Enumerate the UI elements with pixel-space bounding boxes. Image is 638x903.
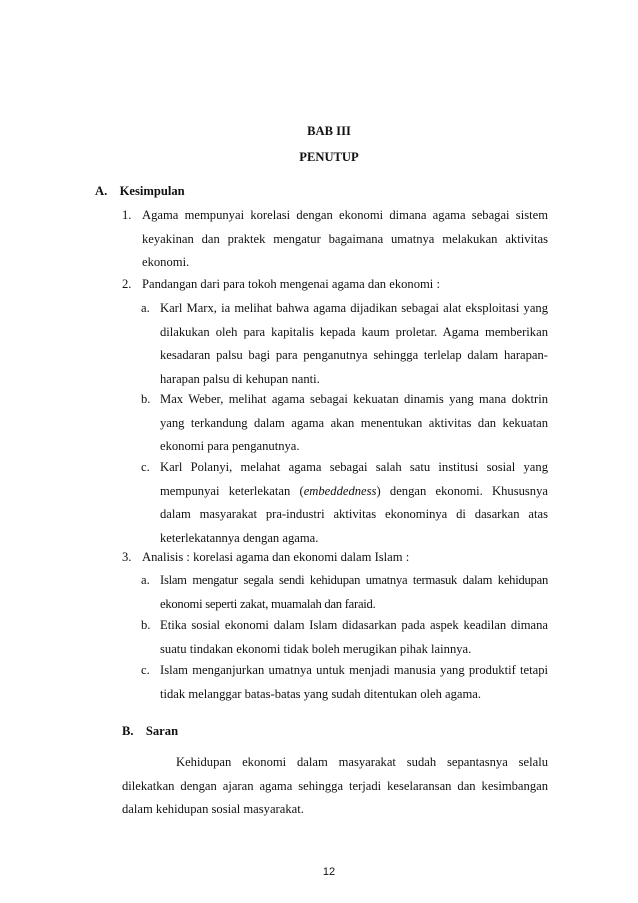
- text-line: Islam menganjurkan umatnya untuk menjadi manusia yang produktif tetapi: [160, 663, 548, 677]
- text-line: keterlekatannya dengan agama.: [160, 530, 319, 545]
- text-line: harapan palsu di kehupan nanti.: [160, 371, 320, 386]
- saran-paragraph: [122, 751, 548, 822]
- section-b-heading: [122, 724, 178, 739]
- text-line: yang terkandung dalam agama akan menentukan aktivitas dan kekuatan: [160, 415, 548, 430]
- page-number: 12: [322, 866, 336, 878]
- section-b-title: Saran: [145, 724, 179, 738]
- item-number: 2.: [122, 277, 132, 291]
- text-line: Islam mengatur segala sendi kehidupan umatnya termasuk dalam kehidupan: [160, 573, 548, 587]
- sub-item-letter: a.: [141, 573, 150, 587]
- text-line: ekonomi.: [142, 255, 190, 270]
- text-line: ekonomi para penganutnya.: [160, 439, 300, 454]
- text-line: dilekatkan dengan ajaran agama sehingga terjadi keselaransan dan kesimbangan: [122, 778, 548, 793]
- section-b-label: B.: [122, 724, 134, 738]
- sub-item-letter: a.: [141, 301, 150, 315]
- sub-item-letter: c.: [141, 663, 150, 677]
- chapter-label: BAB III: [307, 124, 351, 138]
- sub-item: [160, 388, 548, 459]
- text-line: Max Weber, melihat agama sebagai kekuatan dinamis yang mana doktrin: [160, 392, 548, 406]
- text-line: Karl Marx, ia melihat bahwa agama dijadikan sebagai alat eksploitasi yang: [160, 301, 548, 315]
- section-a-heading: [95, 184, 185, 199]
- text-line: dilakukan oleh para kapitalis kepada kaum proletar. Agama memberikan: [160, 324, 548, 339]
- text-line: Kehidupan ekonomi dalam masyarakat sudah sepantasnya selalu: [176, 755, 548, 769]
- text-fragment: ) dengan ekonomi. Khususnya: [376, 483, 548, 498]
- italic-term: embeddedness: [303, 483, 377, 498]
- sub-item-letter: c.: [141, 460, 150, 474]
- section-a-title: Kesimpulan: [119, 184, 185, 198]
- text-line: Pandangan dari para tokoh mengenai agama dan ekonomi :: [142, 277, 440, 291]
- text-line: dalam kehidupan sosial masyarakat.: [122, 802, 304, 817]
- text-line: Agama mempunyai korelasi dengan ekonomi dimana agama sebagai sistem: [142, 208, 548, 222]
- text-line: keyakinan dan praktek mengatur bagaimana umatnya melakukan aktivitas: [142, 231, 548, 246]
- text-line: dalam masyarakat pra-industri aktivitas ekonominya di dasarkan atas: [160, 507, 548, 522]
- sub-item: [160, 614, 548, 661]
- sub-item: [160, 569, 548, 616]
- text-line: ekonomi seperti zakat, muamalah dan faraid.: [160, 596, 376, 611]
- text-line: kesadaran palsu bagi para penganutnya sehingga terlelap dalam harapan-: [160, 348, 548, 363]
- list-item: [142, 546, 548, 570]
- text-line: suatu tindakan ekonomi tidak boleh merugikan pihak lainnya.: [160, 641, 472, 656]
- sub-item: [160, 659, 548, 706]
- text-line: tidak melanggar batas-batas yang sudah ditentukan oleh agama.: [160, 686, 482, 701]
- text-line: Karl Polanyi, melahat agama sebagai salah satu institusi sosial yang: [160, 460, 548, 474]
- item-number: 1.: [122, 208, 132, 222]
- text-fragment: mempunyai keterlekatan (: [160, 483, 304, 498]
- list-item: [142, 204, 548, 275]
- item-number: 3.: [122, 550, 132, 564]
- text-line: Analisis : korelasi agama dan ekonomi dalam Islam :: [142, 550, 410, 564]
- section-a-label: A.: [95, 184, 108, 198]
- text-line: Etika sosial ekonomi dalam Islam didasarkan pada aspek keadilan dimana: [160, 618, 548, 632]
- sub-item: [160, 297, 548, 391]
- sub-item: [160, 456, 548, 550]
- list-item: [142, 273, 548, 297]
- sub-item-letter: b.: [141, 618, 151, 632]
- sub-item-letter: b.: [141, 392, 151, 406]
- text-line: [160, 480, 548, 504]
- chapter-title: PENUTUP: [299, 150, 359, 164]
